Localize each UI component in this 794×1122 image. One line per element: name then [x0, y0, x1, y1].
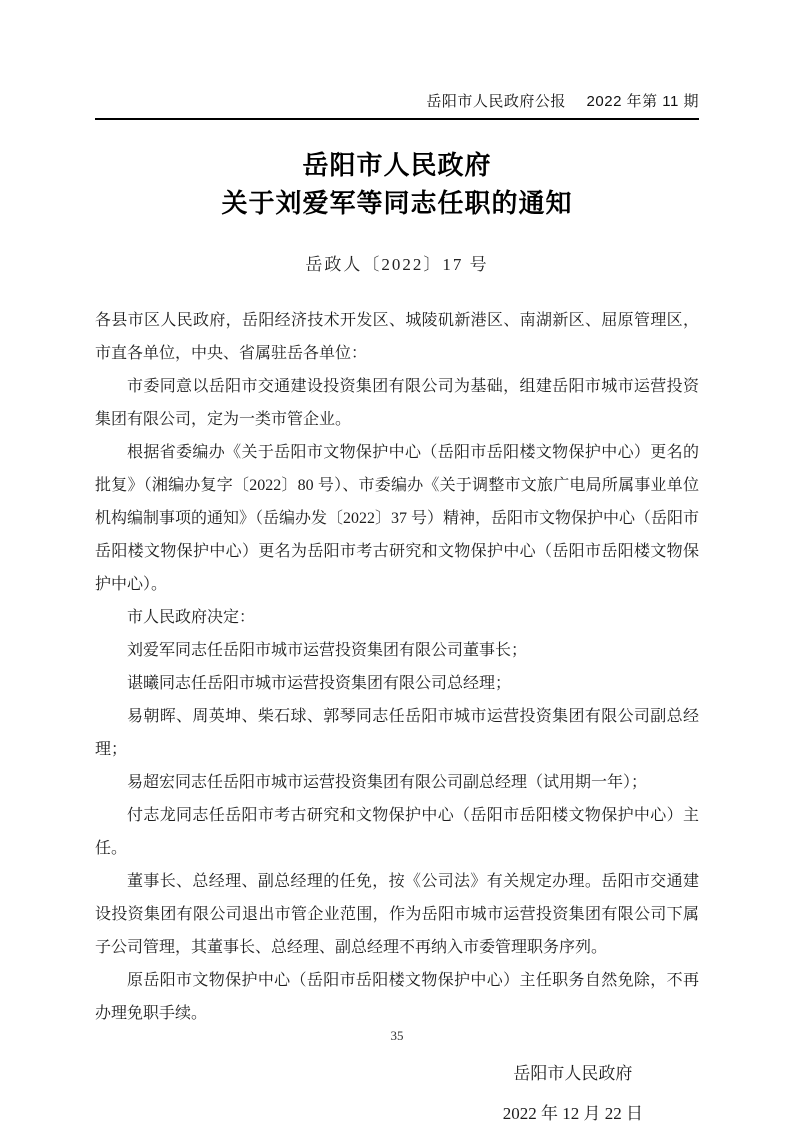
body-paragraph: 市委同意以岳阳市交通建设投资集团有限公司为基础，组建岳阳市城市运营投资集团有限公司，定为一类市管企业。 [95, 378, 699, 428]
appointment-item: 刘爱军同志任岳阳市城市运营投资集团有限公司董事长； [127, 642, 528, 659]
salutation-paragraph: 各县市区人民政府，岳阳经济技术开发区、城陵矶新港区、南湖新区、屈原管理区，市直各单位，中央、省属驻岳各单位： [95, 312, 699, 362]
appointment-item: 付志龙同志任岳阳市考古研究和文物保护中心（岳阳市岳阳楼文物保护中心）主任。 [95, 807, 699, 857]
signature-authority: 岳阳市人民政府 [513, 1064, 633, 1083]
signature-date: 2022 年 12 月 22 日 [502, 1104, 643, 1122]
document-title-line2: 关于刘爱军等同志任职的通知 [221, 189, 573, 218]
body-paragraph: 原岳阳市文物保护中心（岳阳市岳阳楼文物保护中心）主任职务自然免除，不再办理免职手续。 [95, 972, 699, 1022]
gazette-header [95, 90, 699, 120]
appointment-item: 谌曦同志任岳阳市城市运营投资集团有限公司总经理； [127, 675, 512, 692]
body-paragraph: 董事长、总经理、副总经理的任免，按《公司法》有关规定办理。岳阳市交通建设投资集团有限公司退出市管企业范围，作为岳阳市城市运营投资集团有限公司下属子公司管理，其董事长、总经理、副总经理不再纳入市委管理职务序列。 [95, 873, 699, 956]
document-title [95, 147, 699, 223]
body-paragraph: 根据省委编办《关于岳阳市文物保护中心（岳阳市岳阳楼文物保护中心）更名的批复》（湘编办复字〔2022〕80 号）、市委编办《关于调整市文旅广电局所属事业单位机构编制事项的通知》（岳编办发〔2022〕37 号）精神，岳阳市文物保护中心（岳阳市岳阳楼文物保护中心）更名为岳阳市考古研究和文物保护中心（岳阳市岳阳楼文物保护中心）。 [95, 444, 700, 593]
page-number: 35 [390, 1028, 404, 1043]
body-paragraph: 市人民政府决定： [127, 609, 256, 626]
document-number: 岳政人〔2022〕17 号 [305, 255, 489, 274]
appointment-item: 易朝晖、周英坤、柴石球、郭琴同志任岳阳市城市运营投资集团有限公司副总经理； [95, 708, 699, 758]
document-title-line1: 岳阳市人民政府 [302, 151, 492, 180]
document-body [95, 304, 699, 1030]
gazette-title: 岳阳市人民政府公报 [426, 93, 566, 110]
appointment-item: 易超宏同志任岳阳市城市运营投资集团有限公司副总经理（试用期一年）； [127, 774, 648, 791]
signature-block [503, 1054, 643, 1122]
gazette-issue: 2022 年第 11 期 [586, 93, 699, 110]
